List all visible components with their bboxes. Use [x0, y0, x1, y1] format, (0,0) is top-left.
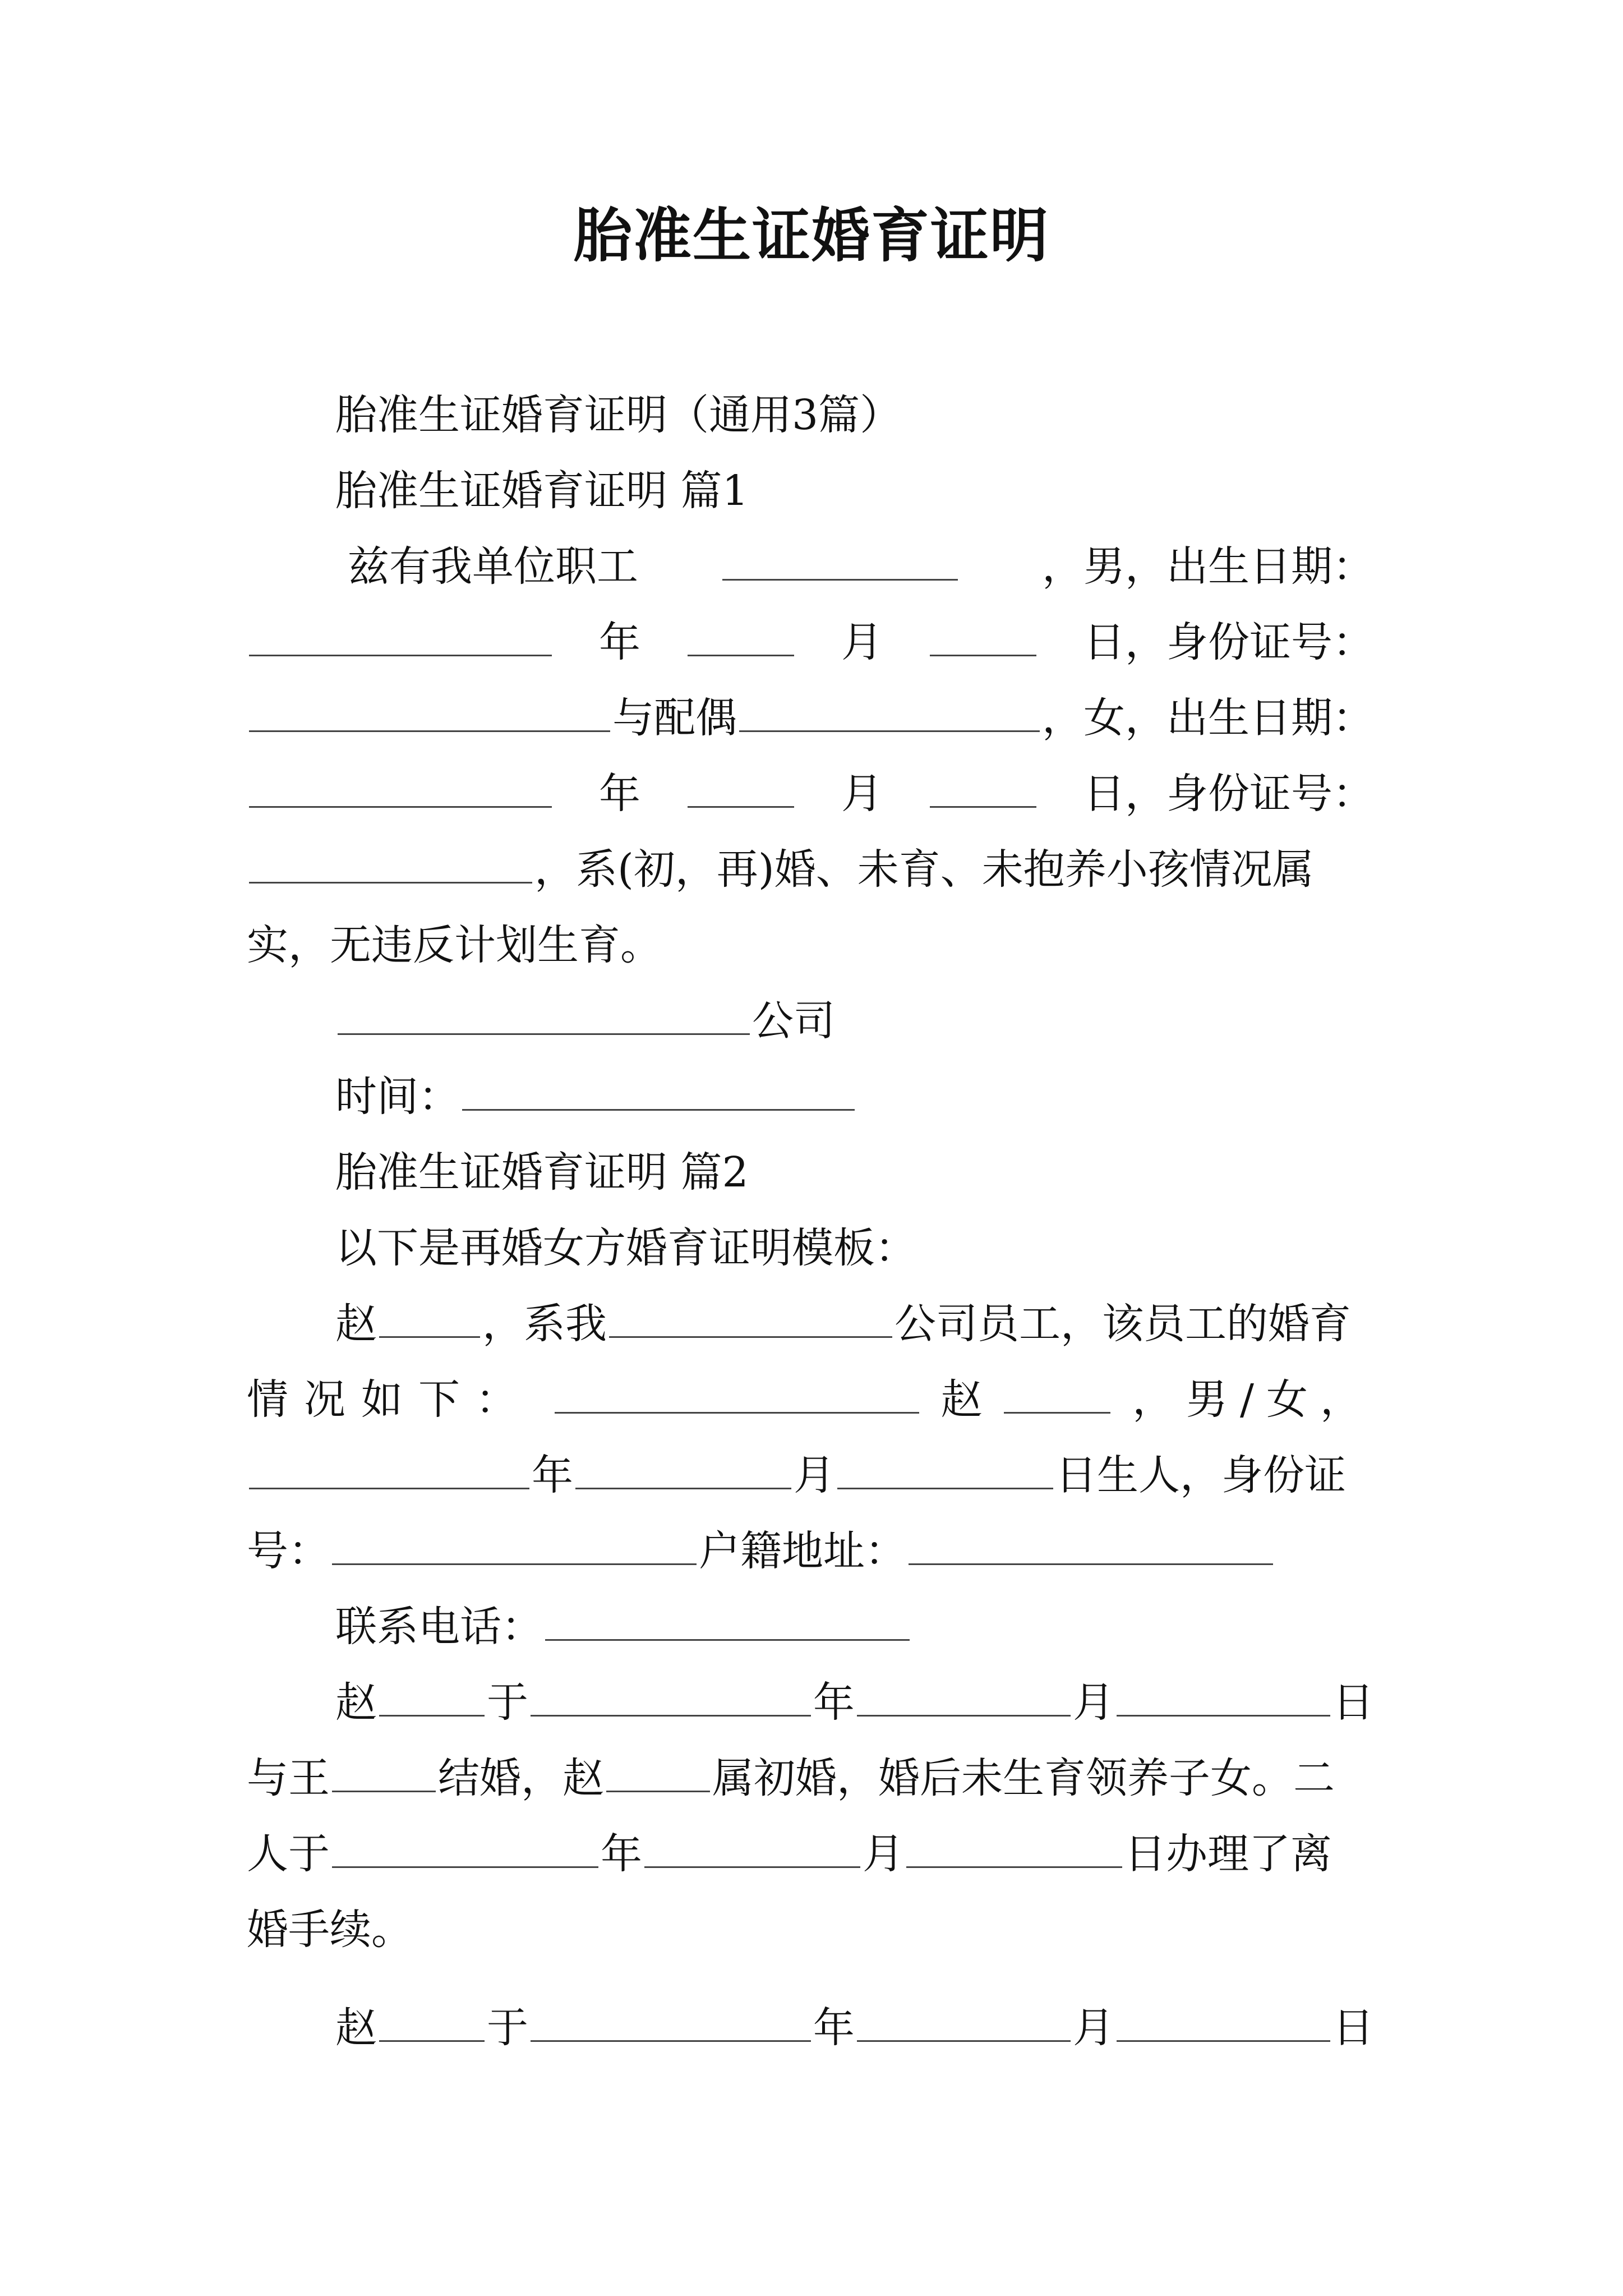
text-line: 年 月 日，身份证号： — [247, 603, 1374, 682]
fill-blank[interactable] — [688, 613, 794, 656]
fill-blank[interactable] — [857, 1999, 1071, 2042]
text-line: 实，无违反计划生育。 — [247, 921, 662, 969]
fill-blank[interactable] — [722, 537, 958, 581]
text-line: 赵 于 年 月 日 — [247, 1663, 1374, 1742]
text-line: 人于 年 月 日办理了离 — [247, 1815, 1374, 1893]
fill-blank[interactable] — [930, 765, 1036, 808]
text-line: 联系电话： — [247, 1588, 1374, 1666]
fill-blank[interactable] — [930, 613, 1036, 656]
fill-blank[interactable] — [1117, 1673, 1330, 1717]
fill-blank[interactable] — [609, 1295, 892, 1338]
text-line: 兹有我单位职工 ，男，出生日期： — [247, 527, 1374, 606]
phone-blank[interactable] — [545, 1598, 910, 1641]
fill-blank[interactable] — [332, 1749, 436, 1792]
fill-blank[interactable] — [531, 1999, 811, 2042]
fill-blank[interactable] — [906, 1825, 1122, 1868]
date-blank[interactable] — [462, 1068, 855, 1111]
text-line: 年 月 日生人，身份证 — [247, 1436, 1374, 1515]
text-line: 赵 ，系我 公司员工，该员工的婚育 — [247, 1285, 1374, 1363]
text-line: 时间： — [247, 1057, 1374, 1136]
section-heading-2: 胎准生证婚育证明 篇2 — [335, 1148, 749, 1197]
fill-blank[interactable] — [332, 1825, 598, 1868]
fill-blank[interactable] — [249, 765, 552, 808]
fill-blank[interactable] — [249, 840, 532, 884]
text-line: 公司 — [247, 982, 1374, 1060]
fill-blank[interactable] — [1004, 1370, 1110, 1414]
text-line: 以下是再婚女方婚育证明模板： — [335, 1224, 916, 1272]
fill-blank[interactable] — [739, 689, 1040, 732]
fill-blank[interactable] — [249, 613, 552, 656]
text-line: 与王 结婚，赵 属初婚，婚后未生育领养子女。二 — [247, 1739, 1374, 1818]
section-heading-1: 胎准生证婚育证明 篇1 — [335, 467, 749, 515]
fill-blank[interactable] — [575, 1446, 791, 1489]
fill-blank[interactable] — [555, 1370, 919, 1414]
text-line: 赵 于 年 月 日 — [247, 1989, 1374, 2067]
text-line: ，系(初，再)婚、未育、未抱养小孩情况属 — [247, 830, 1374, 909]
address-blank[interactable] — [909, 1522, 1273, 1565]
document-title: 胎准生证婚育证明 — [573, 201, 1049, 270]
text-line: 号： 户籍地址： — [247, 1512, 1374, 1590]
fill-blank[interactable] — [644, 1825, 860, 1868]
subtitle: 胎准生证婚育证明（通用3篇） — [335, 391, 902, 439]
fill-blank[interactable] — [249, 689, 610, 732]
fill-blank[interactable] — [531, 1673, 811, 1717]
text-line: 年 月 日，身份证号： — [247, 754, 1374, 833]
fill-blank[interactable] — [379, 1673, 485, 1717]
fill-blank[interactable] — [837, 1446, 1053, 1489]
fill-blank[interactable] — [688, 765, 794, 808]
id-number-blank[interactable] — [332, 1522, 697, 1565]
text-line: 与配偶 ，女，出生日期： — [247, 679, 1374, 757]
text-line: 情况如下： 赵 ，男/女， — [247, 1360, 1374, 1439]
fill-blank[interactable] — [379, 1295, 480, 1338]
text-line: 婚手续。 — [247, 1906, 413, 1954]
fill-blank[interactable] — [606, 1749, 710, 1792]
fill-blank[interactable] — [249, 1446, 529, 1489]
fill-blank[interactable] — [379, 1999, 485, 2042]
fill-blank[interactable] — [857, 1673, 1071, 1717]
fill-blank[interactable] — [1117, 1999, 1330, 2042]
company-blank[interactable] — [338, 992, 750, 1035]
